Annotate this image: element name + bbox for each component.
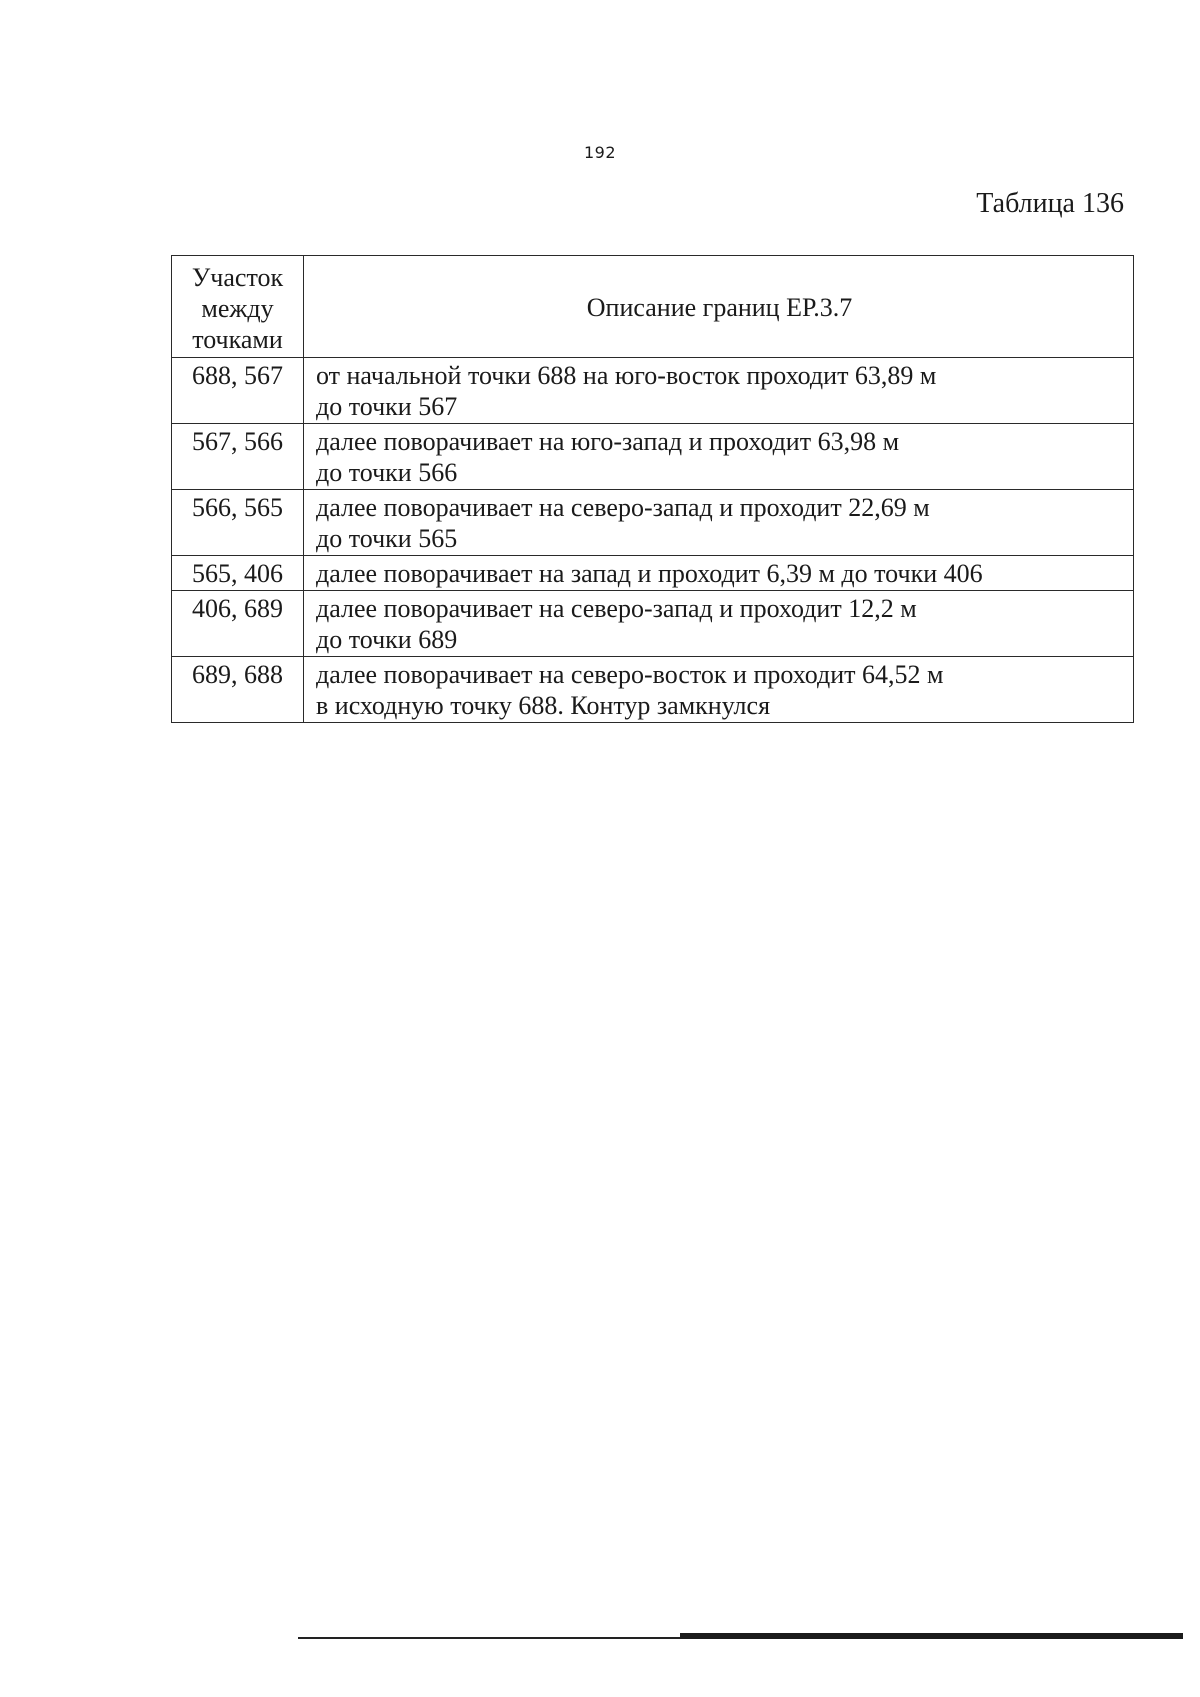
description-line: до точки 566 bbox=[316, 458, 458, 487]
description-line: далее поворачивает на юго-запад и проходит 63,98 м bbox=[316, 427, 900, 456]
description-line: в исходную точку 688. Контур замкнулся bbox=[316, 691, 771, 720]
row-section: 566, 565 bbox=[172, 490, 304, 556]
description-line: далее поворачивает на запад и проходит 6,39 м до точки 406 bbox=[316, 559, 983, 588]
row-description bbox=[304, 591, 1134, 657]
table-row bbox=[172, 424, 1134, 490]
header-description: Описание границ ЕР.3.7 bbox=[304, 256, 1134, 358]
row-section: 565, 406 bbox=[172, 556, 304, 591]
table-row bbox=[172, 556, 1134, 591]
table-row bbox=[172, 358, 1134, 424]
row-section: 406, 689 bbox=[172, 591, 304, 657]
description-line: далее поворачивает на северо-запад и проходит 22,69 м bbox=[316, 493, 930, 522]
header-section: Участок между точками bbox=[172, 256, 304, 358]
footer-rule-thick bbox=[680, 1633, 1183, 1639]
description-line: далее поворачивает на северо-восток и проходит 64,52 м bbox=[316, 660, 944, 689]
description-line: далее поворачивает на северо-запад и проходит 12,2 м bbox=[316, 594, 917, 623]
table-row bbox=[172, 490, 1134, 556]
table-caption: Таблица 136 bbox=[976, 188, 1124, 219]
row-description bbox=[304, 490, 1134, 556]
boundary-description-table bbox=[171, 255, 1134, 723]
table-row bbox=[172, 657, 1134, 723]
row-section: 567, 566 bbox=[172, 424, 304, 490]
row-section: 689, 688 bbox=[172, 657, 304, 723]
description-line: до точки 689 bbox=[316, 625, 458, 654]
table-header-row bbox=[172, 256, 1134, 358]
row-description bbox=[304, 358, 1134, 424]
table-row bbox=[172, 591, 1134, 657]
description-line: от начальной точки 688 на юго-восток проходит 63,89 м bbox=[316, 361, 937, 390]
description-line: до точки 565 bbox=[316, 524, 458, 553]
row-description bbox=[304, 556, 1134, 591]
description-line: до точки 567 bbox=[316, 392, 458, 421]
row-description bbox=[304, 657, 1134, 723]
page-number: 192 bbox=[583, 143, 617, 162]
row-section: 688, 567 bbox=[172, 358, 304, 424]
row-description bbox=[304, 424, 1134, 490]
